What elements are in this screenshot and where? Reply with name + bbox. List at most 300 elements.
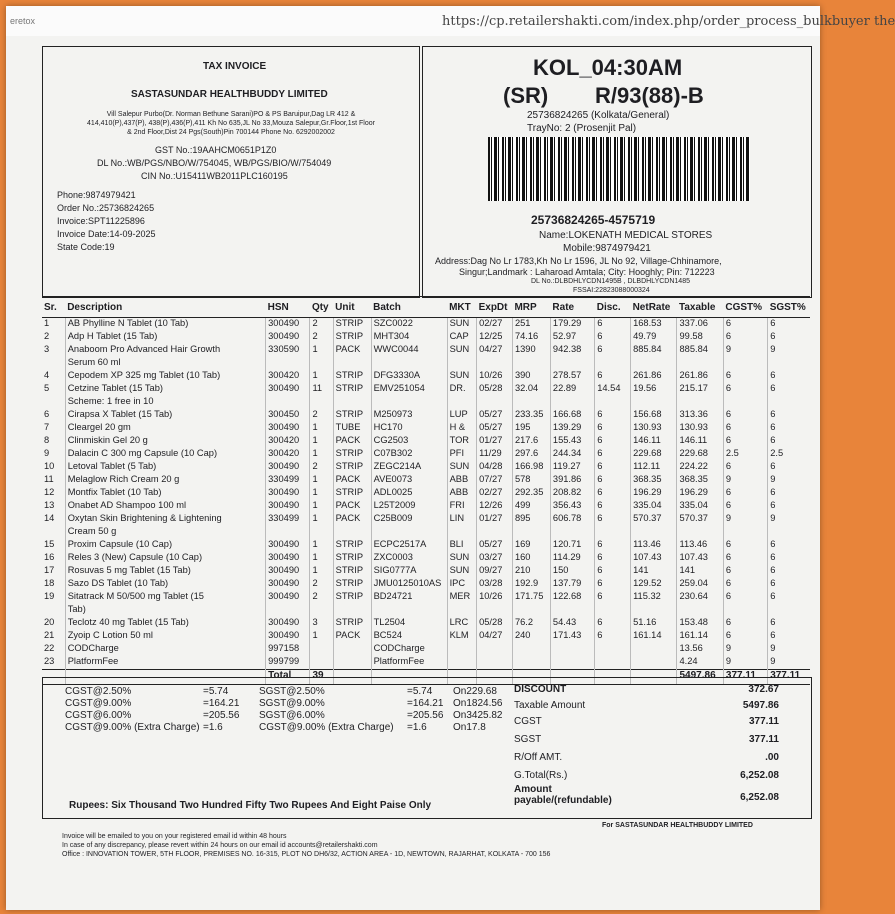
- table-cell: Serum 60 ml: [65, 357, 265, 370]
- column-header: Sr.: [42, 297, 65, 318]
- table-cell: 1: [310, 435, 333, 448]
- table-cell: 169: [512, 539, 550, 552]
- table-cell: 07/27: [477, 474, 513, 487]
- table-cell: [333, 526, 371, 539]
- table-cell: 6: [723, 500, 767, 513]
- table-cell: [310, 656, 333, 670]
- table-cell: 6: [723, 487, 767, 500]
- table-cell: 6: [723, 565, 767, 578]
- table-cell: 22.89: [550, 383, 594, 396]
- table-cell: 578: [512, 474, 550, 487]
- table-cell: 6: [768, 435, 810, 448]
- table-cell: ADL0025: [371, 487, 447, 500]
- seller-cin: CIN No.:U15411WB2011PLC160195: [141, 171, 288, 181]
- table-cell: [371, 357, 447, 370]
- total-sgst: 377.11: [768, 670, 810, 685]
- summary-label: SGST: [514, 734, 542, 745]
- table-cell: 6: [768, 331, 810, 344]
- table-cell: [42, 604, 65, 617]
- table-cell: JMU0125010AS: [371, 578, 447, 591]
- table-cell: 6: [595, 461, 631, 474]
- table-cell: 261.86: [631, 370, 677, 383]
- table-cell: ABB: [447, 487, 477, 500]
- table-cell: 171.75: [512, 591, 550, 604]
- order-barcode: [488, 137, 750, 201]
- table-cell: Scheme: 1 free in 10: [65, 396, 265, 409]
- table-cell: 05/27: [477, 409, 513, 422]
- table-cell: 32.04: [512, 383, 550, 396]
- table-cell: 1: [310, 422, 333, 435]
- table-cell: 01/27: [477, 435, 513, 448]
- table-cell: [266, 396, 310, 409]
- table-cell: 499: [512, 500, 550, 513]
- table-cell: STRIP: [333, 591, 371, 604]
- table-cell: [310, 643, 333, 656]
- table-cell: BC524: [371, 630, 447, 643]
- table-cell: 300490: [266, 422, 310, 435]
- table-cell: [512, 656, 550, 670]
- table-cell: [595, 604, 631, 617]
- table-cell: 14.54: [595, 383, 631, 396]
- table-cell: 6: [595, 591, 631, 604]
- table-cell: TUBE: [333, 422, 371, 435]
- table-cell: 895: [512, 513, 550, 526]
- table-cell: 192.9: [512, 578, 550, 591]
- table-cell: [477, 396, 513, 409]
- table-cell: 230.64: [677, 591, 723, 604]
- table-cell: 18: [44, 578, 55, 588]
- table-cell: 1: [310, 474, 333, 487]
- table-cell: 1: [310, 500, 333, 513]
- column-header: Batch: [371, 297, 447, 318]
- table-cell: STRIP: [333, 448, 371, 461]
- table-cell: 113.46: [631, 539, 677, 552]
- table-cell: PACK: [333, 435, 371, 448]
- table-cell: [550, 396, 594, 409]
- table-cell: 300490: [266, 617, 310, 630]
- table-cell: 10/26: [477, 591, 513, 604]
- table-cell: 179.29: [550, 318, 594, 332]
- table-cell: H &: [447, 422, 477, 435]
- tax-breakdown-sgst-label: SGST@2.50%: [259, 686, 325, 697]
- table-cell: [447, 656, 477, 670]
- table-cell: [723, 357, 767, 370]
- table-cell: [550, 357, 594, 370]
- table-cell: 6: [595, 578, 631, 591]
- table-cell: 10/26: [477, 370, 513, 383]
- table-cell: 9: [768, 656, 810, 670]
- tax-breakdown-cgst-label: CGST@9.00% (Extra Charge): [65, 722, 200, 733]
- table-cell: 3: [310, 617, 333, 630]
- table-cell: 12: [44, 487, 55, 497]
- table-cell: 171.43: [550, 630, 594, 643]
- table-cell: WWC0044: [371, 344, 447, 357]
- table-cell: 2: [310, 461, 333, 474]
- column-header: Rate: [550, 297, 594, 318]
- table-cell: 6: [595, 474, 631, 487]
- table-cell: SUN: [447, 318, 477, 332]
- table-cell: 2.5: [768, 448, 810, 461]
- table-cell: Zyoip C Lotion 50 ml: [65, 630, 265, 643]
- tax-breakdown-sgst-val: =5.74: [407, 686, 433, 697]
- table-cell: 2: [310, 591, 333, 604]
- table-cell: 161.14: [677, 630, 723, 643]
- table-cell: [310, 526, 333, 539]
- table-row: [42, 552, 810, 565]
- table-cell: SZC0022: [371, 318, 447, 332]
- seller-name: SASTASUNDAR HEALTHBUDDY LIMITED: [131, 89, 328, 100]
- table-cell: 130.93: [677, 422, 723, 435]
- summary-label: DISCOUNT: [514, 684, 567, 695]
- table-cell: 12/25: [477, 331, 513, 344]
- table-cell: 208.82: [550, 487, 594, 500]
- table-cell: HC170: [371, 422, 447, 435]
- table-cell: 6: [595, 344, 631, 357]
- table-cell: L25T2009: [371, 500, 447, 513]
- table-cell: 8: [44, 435, 50, 445]
- table-cell: 6: [595, 370, 631, 383]
- table-cell: 99.58: [677, 331, 723, 344]
- table-row: [42, 617, 810, 630]
- table-cell: SUN: [447, 370, 477, 383]
- table-cell: C25B009: [371, 513, 447, 526]
- tax-breakdown-cgst-label: CGST@2.50%: [65, 686, 132, 697]
- table-cell: KLM: [447, 630, 477, 643]
- table-cell: 330499: [266, 513, 310, 526]
- table-cell: [447, 526, 477, 539]
- summary-value: .00: [765, 752, 779, 763]
- seller-address-3: & 2nd Floor,Dist 24 Pgs(South)Pin 700144 Phone No. 6292002002: [127, 129, 335, 136]
- table-cell: 244.34: [550, 448, 594, 461]
- table-cell: 6: [595, 539, 631, 552]
- table-row: [42, 656, 810, 670]
- table-cell: 113.46: [677, 539, 723, 552]
- table-cell: 22: [44, 643, 55, 653]
- buyer-mobile: Mobile:9874979421: [563, 243, 651, 254]
- table-row: [42, 422, 810, 435]
- table-cell: 19: [44, 591, 55, 601]
- table-cell: [631, 643, 677, 656]
- table-cell: [723, 604, 767, 617]
- invoice-date: Invoice Date:14-09-2025: [57, 229, 156, 239]
- table-cell: 6: [723, 617, 767, 630]
- table-cell: [266, 604, 310, 617]
- table-cell: 300490: [266, 578, 310, 591]
- table-cell: 137.79: [550, 578, 594, 591]
- table-cell: CAP: [447, 331, 477, 344]
- dispatch-slot: KOL_04:30AM: [533, 55, 683, 80]
- table-row: [42, 461, 810, 474]
- tax-breakdown-sgst-label: CGST@9.00% (Extra Charge): [259, 722, 394, 733]
- table-cell: 6: [768, 500, 810, 513]
- table-cell: CG2503: [371, 435, 447, 448]
- column-header: ExpDt: [477, 297, 513, 318]
- table-row: [42, 409, 810, 422]
- column-header: NetRate: [631, 297, 677, 318]
- table-cell: 1390: [512, 344, 550, 357]
- table-row: [42, 539, 810, 552]
- table-row: [42, 565, 810, 578]
- table-cell: 300490: [266, 552, 310, 565]
- table-cell: 2: [44, 331, 50, 341]
- table-cell: 9: [768, 513, 810, 526]
- table-cell: ECPC2517A: [371, 539, 447, 552]
- table-cell: [477, 357, 513, 370]
- table-cell: 6: [595, 422, 631, 435]
- tax-breakdown-cgst-val: =5.74: [203, 686, 229, 697]
- table-cell: 7: [44, 422, 50, 432]
- table-cell: [595, 396, 631, 409]
- table-cell: 195: [512, 422, 550, 435]
- table-cell: [631, 357, 677, 370]
- table-cell: 13: [44, 500, 55, 510]
- table-cell: PlatformFee: [371, 656, 447, 670]
- state-code: State Code:19: [57, 242, 115, 252]
- table-cell: 6: [595, 487, 631, 500]
- table-row: [42, 370, 810, 383]
- table-cell: STRIP: [333, 370, 371, 383]
- table-cell: 23: [44, 656, 55, 666]
- table-cell: 04/28: [477, 461, 513, 474]
- table-cell: [42, 357, 65, 370]
- table-cell: 54.43: [550, 617, 594, 630]
- footer-note-1: Invoice will be emailed to you on your registered email id within 48 hours: [62, 833, 287, 840]
- table-cell: 5: [44, 383, 50, 393]
- tax-breakdown-cgst-val: =205.56: [203, 710, 240, 721]
- table-cell: 6: [595, 448, 631, 461]
- table-cell: 76.2: [512, 617, 550, 630]
- table-cell: [631, 526, 677, 539]
- table-row: [42, 435, 810, 448]
- table-cell: 300420: [266, 448, 310, 461]
- summary-value: 6,252.08: [740, 770, 779, 781]
- table-cell: 119.27: [550, 461, 594, 474]
- table-cell: STRIP: [333, 617, 371, 630]
- table-cell: Adp H Tablet (15 Tab): [65, 331, 265, 344]
- table-cell: 130.93: [631, 422, 677, 435]
- table-cell: Oxytan Skin Brightening & Lightening: [65, 513, 265, 526]
- summary-value: 5497.86: [742, 700, 779, 711]
- table-cell: 12/26: [477, 500, 513, 513]
- table-cell: STRIP: [333, 487, 371, 500]
- table-cell: [677, 357, 723, 370]
- table-cell: [677, 604, 723, 617]
- table-cell: SUN: [447, 565, 477, 578]
- summary-value: 372.67: [748, 684, 779, 695]
- table-cell: [768, 604, 810, 617]
- table-cell: PlatformFee: [65, 656, 265, 670]
- browser-url[interactable]: https://cp.retailershakti.com/index.php/order_process_bulkbuyer the: [442, 14, 895, 29]
- table-cell: Proxim Capsule (10 Cap): [65, 539, 265, 552]
- table-cell: 13.56: [677, 643, 723, 656]
- table-cell: SUN: [447, 461, 477, 474]
- tax-breakdown-sgst-label: SGST@6.00%: [259, 710, 325, 721]
- summary-value: 377.11: [748, 716, 779, 727]
- table-cell: 10: [44, 461, 55, 471]
- table-cell: 292.35: [512, 487, 550, 500]
- table-cell: 297.6: [512, 448, 550, 461]
- table-cell: 300490: [266, 565, 310, 578]
- table-cell: ZEGC214A: [371, 461, 447, 474]
- table-cell: 1: [310, 552, 333, 565]
- table-cell: 14: [44, 513, 55, 523]
- table-cell: 6: [595, 331, 631, 344]
- table-cell: 2: [310, 578, 333, 591]
- table-cell: [631, 656, 677, 670]
- table-cell: 120.71: [550, 539, 594, 552]
- seller-dl: DL No.:WB/PGS/NBO/W/754045, WB/PGS/BIO/W/754049: [97, 158, 332, 168]
- table-cell: Onabet AD Shampoo 100 ml: [65, 500, 265, 513]
- table-cell: PACK: [333, 344, 371, 357]
- table-cell: [447, 357, 477, 370]
- table-cell: MHT304: [371, 331, 447, 344]
- table-cell: 6: [723, 461, 767, 474]
- table-cell: [677, 396, 723, 409]
- table-cell: [477, 526, 513, 539]
- table-cell: STRIP: [333, 318, 371, 332]
- table-cell: [371, 604, 447, 617]
- table-cell: 6: [723, 539, 767, 552]
- invoice-paper: [6, 6, 895, 910]
- table-cell: 112.11: [631, 461, 677, 474]
- table-cell: 6: [768, 383, 810, 396]
- table-cell: 1: [310, 448, 333, 461]
- column-header: SGST%: [768, 297, 810, 318]
- table-cell: STRIP: [333, 552, 371, 565]
- table-cell: 368.35: [631, 474, 677, 487]
- table-cell: LIN: [447, 513, 477, 526]
- table-cell: PFI: [447, 448, 477, 461]
- table-cell: [723, 396, 767, 409]
- table-cell: 300490: [266, 630, 310, 643]
- table-cell: 6: [768, 318, 810, 332]
- table-cell: [333, 357, 371, 370]
- total-cgst: 377.11: [723, 670, 767, 685]
- table-cell: [595, 357, 631, 370]
- table-row: [42, 331, 810, 344]
- table-cell: 20: [44, 617, 55, 627]
- seller-box: [42, 46, 420, 298]
- table-row: [42, 604, 810, 617]
- tax-breakdown-on: On1824.56: [453, 698, 503, 709]
- table-cell: C07B302: [371, 448, 447, 461]
- table-cell: [371, 396, 447, 409]
- summary-label: G.Total(Rs.): [514, 770, 568, 781]
- summary-value: 6,252.08: [740, 792, 779, 803]
- table-row: [42, 396, 810, 409]
- table-cell: [310, 357, 333, 370]
- table-cell: [447, 604, 477, 617]
- summary-value: 377.11: [748, 734, 779, 745]
- table-cell: 9: [768, 344, 810, 357]
- table-cell: 161.14: [631, 630, 677, 643]
- table-cell: 196.29: [677, 487, 723, 500]
- buyer-fssai: FSSAI:22823088000324: [573, 287, 650, 294]
- table-cell: 570.37: [677, 513, 723, 526]
- table-cell: Cepodem XP 325 mg Tablet (10 Tab): [65, 370, 265, 383]
- browser-left-text: eretox: [10, 16, 36, 26]
- footer-for-line: For SASTASUNDAR HEALTHBUDDY LIMITED: [602, 822, 753, 829]
- table-cell: 9: [723, 344, 767, 357]
- table-cell: 330499: [266, 474, 310, 487]
- table-cell: [723, 526, 767, 539]
- seller-address-2: 414,410(P),437(P), 438(P),436(P),411 Kh No 635,JL No 33,Mouza Salepur,Gr.Floor,1st Floor: [87, 120, 375, 127]
- table-cell: Cetzine Tablet (15 Tab): [65, 383, 265, 396]
- table-cell: 3: [44, 344, 50, 354]
- table-cell: 6: [723, 591, 767, 604]
- table-cell: [266, 357, 310, 370]
- table-cell: 390: [512, 370, 550, 383]
- table-cell: Montfix Tablet (10 Tab): [65, 487, 265, 500]
- table-cell: Rosuvas 5 mg Tablet (15 Tab): [65, 565, 265, 578]
- table-cell: 233.35: [512, 409, 550, 422]
- table-cell: 196.29: [631, 487, 677, 500]
- table-cell: BLI: [447, 539, 477, 552]
- table-cell: 09/27: [477, 565, 513, 578]
- tax-summary-box: [42, 677, 812, 819]
- table-cell: FRI: [447, 500, 477, 513]
- table-cell: 6: [723, 409, 767, 422]
- table-cell: 337.06: [677, 318, 723, 332]
- table-cell: 6: [768, 370, 810, 383]
- column-header: CGST%: [723, 297, 767, 318]
- table-cell: 122.68: [550, 591, 594, 604]
- table-cell: 6: [595, 318, 631, 332]
- table-cell: 217.6: [512, 435, 550, 448]
- table-cell: 2: [310, 318, 333, 332]
- column-header: MRP: [512, 297, 550, 318]
- table-cell: 229.68: [631, 448, 677, 461]
- table-cell: Clinmiskin Gel 20 g: [65, 435, 265, 448]
- table-cell: [371, 526, 447, 539]
- table-cell: TL2504: [371, 617, 447, 630]
- table-cell: 146.11: [677, 435, 723, 448]
- table-cell: SIG0777A: [371, 565, 447, 578]
- table-cell: 156.68: [631, 409, 677, 422]
- table-cell: 300490: [266, 318, 310, 332]
- route-left: (SR): [503, 83, 549, 108]
- table-cell: ABB: [447, 474, 477, 487]
- table-cell: 6: [723, 331, 767, 344]
- table-cell: 02/27: [477, 487, 513, 500]
- table-cell: 114.29: [550, 552, 594, 565]
- column-header: HSN: [266, 297, 310, 318]
- table-cell: [266, 526, 310, 539]
- table-cell: [512, 526, 550, 539]
- table-cell: AB Phylline N Tablet (10 Tab): [65, 318, 265, 332]
- table-cell: [631, 396, 677, 409]
- table-cell: 6: [595, 552, 631, 565]
- table-cell: [333, 656, 371, 670]
- table-cell: 6: [768, 617, 810, 630]
- table-cell: BD24721: [371, 591, 447, 604]
- table-cell: 74.16: [512, 331, 550, 344]
- table-row: [42, 383, 810, 396]
- table-cell: 6: [595, 513, 631, 526]
- table-cell: LUP: [447, 409, 477, 422]
- column-header: Taxable: [677, 297, 723, 318]
- column-header: Qty: [310, 297, 333, 318]
- table-cell: [512, 604, 550, 617]
- table-cell: DR.: [447, 383, 477, 396]
- table-cell: [477, 656, 513, 670]
- table-cell: Melaglow Rich Cream 20 g: [65, 474, 265, 487]
- table-cell: 139.29: [550, 422, 594, 435]
- table-cell: [550, 656, 594, 670]
- table-cell: 335.04: [631, 500, 677, 513]
- table-cell: PACK: [333, 513, 371, 526]
- table-cell: 6: [723, 552, 767, 565]
